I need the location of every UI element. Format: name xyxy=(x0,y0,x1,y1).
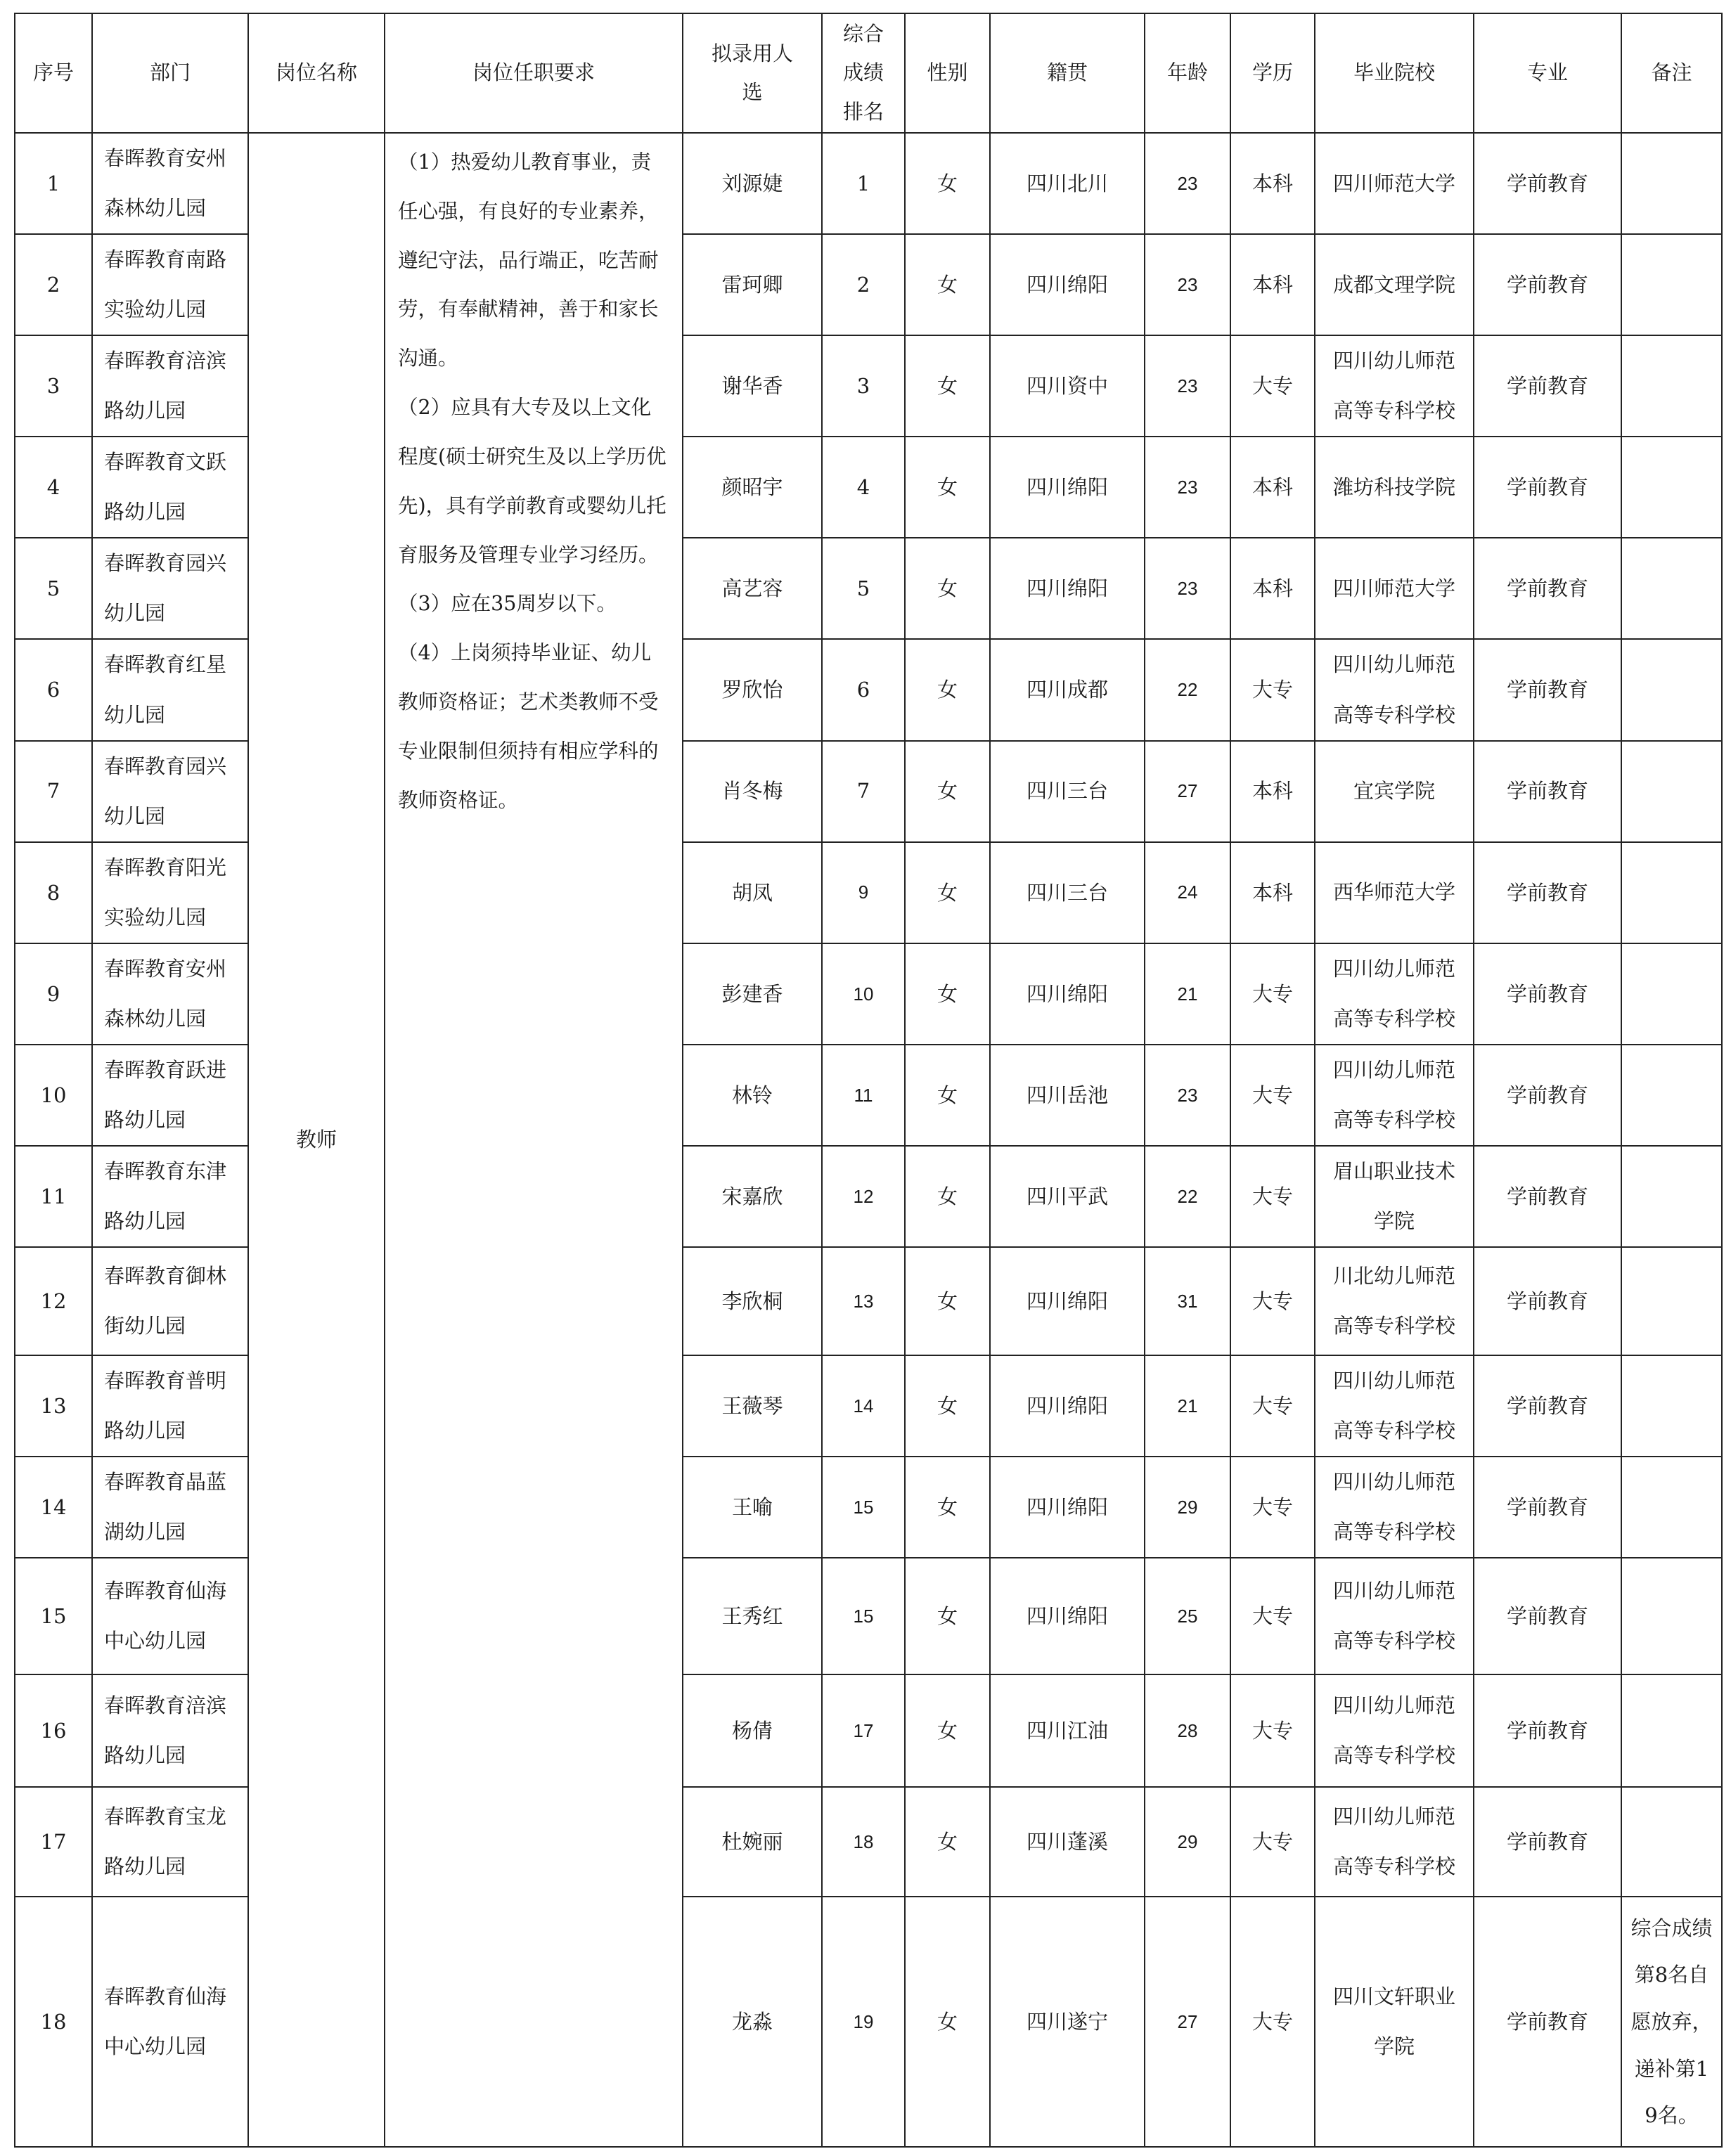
age-cell: 31 xyxy=(1145,1247,1230,1355)
rank-cell: 3 xyxy=(822,335,905,437)
dept-cell: 春晖教育安州森林幼儿园 xyxy=(92,133,248,234)
age-cell: 27 xyxy=(1145,1897,1230,2147)
major-cell: 学前教育 xyxy=(1474,538,1621,639)
age-cell: 28 xyxy=(1145,1674,1230,1787)
gender-cell: 女 xyxy=(905,1897,990,2147)
school-cell: 四川师范大学 xyxy=(1315,133,1474,234)
seq-cell: 8 xyxy=(15,842,92,943)
dept-cell: 春晖教育涪滨路幼儿园 xyxy=(92,1674,248,1787)
dept-cell: 春晖教育宝龙路幼儿园 xyxy=(92,1787,248,1897)
school-cell: 成都文理学院 xyxy=(1315,234,1474,335)
seq-cell: 3 xyxy=(15,335,92,437)
seq-cell: 11 xyxy=(15,1146,92,1247)
note-cell xyxy=(1621,1247,1722,1355)
gender-cell: 女 xyxy=(905,1146,990,1247)
age-cell: 21 xyxy=(1145,943,1230,1045)
rank-cell: 6 xyxy=(822,639,905,740)
dept-cell: 春晖教育御林街幼儿园 xyxy=(92,1247,248,1355)
candidate-cell: 高艺容 xyxy=(683,538,822,639)
major-cell: 学前教育 xyxy=(1474,133,1621,234)
dept-cell: 春晖教育涪滨路幼儿园 xyxy=(92,335,248,437)
header-education: 学历 xyxy=(1230,13,1315,133)
table-body xyxy=(15,133,1722,2147)
candidate-cell: 龙淼 xyxy=(683,1897,822,2147)
candidate-cell: 王秀红 xyxy=(683,1558,822,1674)
gender-cell: 女 xyxy=(905,639,990,740)
origin-cell: 四川绵阳 xyxy=(990,1247,1145,1355)
school-cell: 宜宾学院 xyxy=(1315,741,1474,842)
header-age: 年龄 xyxy=(1145,13,1230,133)
rank-cell: 14 xyxy=(822,1355,905,1457)
major-cell: 学前教育 xyxy=(1474,1146,1621,1247)
education-cell: 大专 xyxy=(1230,1558,1315,1674)
gender-cell: 女 xyxy=(905,437,990,538)
note-cell xyxy=(1621,639,1722,740)
age-cell: 23 xyxy=(1145,133,1230,234)
school-cell: 四川文轩职业学院 xyxy=(1315,1897,1474,2147)
origin-cell: 四川绵阳 xyxy=(990,234,1145,335)
origin-cell: 四川平武 xyxy=(990,1146,1145,1247)
major-cell: 学前教育 xyxy=(1474,335,1621,437)
dept-cell: 春晖教育东津路幼儿园 xyxy=(92,1146,248,1247)
seq-cell: 4 xyxy=(15,437,92,538)
rank-cell: 19 xyxy=(822,1897,905,2147)
age-cell: 23 xyxy=(1145,1045,1230,1146)
rank-cell: 13 xyxy=(822,1247,905,1355)
header-origin: 籍贯 xyxy=(990,13,1145,133)
dept-cell: 春晖教育仙海中心幼儿园 xyxy=(92,1897,248,2147)
note-cell xyxy=(1621,1674,1722,1787)
school-cell: 四川师范大学 xyxy=(1315,538,1474,639)
age-cell: 23 xyxy=(1145,335,1230,437)
gender-cell: 女 xyxy=(905,943,990,1045)
age-cell: 29 xyxy=(1145,1787,1230,1897)
major-cell: 学前教育 xyxy=(1474,639,1621,740)
origin-cell: 四川三台 xyxy=(990,741,1145,842)
education-cell: 本科 xyxy=(1230,133,1315,234)
origin-cell: 四川蓬溪 xyxy=(990,1787,1145,1897)
school-cell: 潍坊科技学院 xyxy=(1315,437,1474,538)
requirements-cell xyxy=(385,133,683,2147)
seq-cell: 14 xyxy=(15,1457,92,1558)
rank-cell: 18 xyxy=(822,1787,905,1897)
age-cell: 21 xyxy=(1145,1355,1230,1457)
gender-cell: 女 xyxy=(905,1045,990,1146)
major-cell: 学前教育 xyxy=(1474,1674,1621,1787)
seq-cell: 1 xyxy=(15,133,92,234)
position-name-cell: 教师 xyxy=(248,133,385,2147)
dept-cell: 春晖教育红星幼儿园 xyxy=(92,639,248,740)
origin-cell: 四川绵阳 xyxy=(990,943,1145,1045)
candidate-cell: 杜婉丽 xyxy=(683,1787,822,1897)
gender-cell: 女 xyxy=(905,335,990,437)
major-cell: 学前教育 xyxy=(1474,437,1621,538)
note-cell xyxy=(1621,1457,1722,1558)
school-cell: 四川幼儿师范高等专科学校 xyxy=(1315,943,1474,1045)
dept-cell: 春晖教育普明路幼儿园 xyxy=(92,1355,248,1457)
origin-cell: 四川江油 xyxy=(990,1674,1145,1787)
candidate-cell: 罗欣怡 xyxy=(683,639,822,740)
rank-cell: 15 xyxy=(822,1457,905,1558)
major-cell: 学前教育 xyxy=(1474,1558,1621,1674)
origin-cell: 四川绵阳 xyxy=(990,1558,1145,1674)
school-cell: 四川幼儿师范高等专科学校 xyxy=(1315,1674,1474,1787)
major-cell: 学前教育 xyxy=(1474,1457,1621,1558)
header-position: 岗位名称 xyxy=(248,13,385,133)
age-cell: 23 xyxy=(1145,234,1230,335)
seq-cell: 2 xyxy=(15,234,92,335)
recruitment-table xyxy=(14,13,1723,2148)
education-cell: 大专 xyxy=(1230,639,1315,740)
seq-cell: 12 xyxy=(15,1247,92,1355)
table-row xyxy=(15,133,1722,234)
dept-cell: 春晖教育文跃路幼儿园 xyxy=(92,437,248,538)
header-seq: 序号 xyxy=(15,13,92,133)
candidate-cell: 宋嘉欣 xyxy=(683,1146,822,1247)
candidate-cell: 颜昭宇 xyxy=(683,437,822,538)
gender-cell: 女 xyxy=(905,234,990,335)
gender-cell: 女 xyxy=(905,1787,990,1897)
school-cell: 四川幼儿师范高等专科学校 xyxy=(1315,1355,1474,1457)
candidate-cell: 肖冬梅 xyxy=(683,741,822,842)
header-school: 毕业院校 xyxy=(1315,13,1474,133)
education-cell: 大专 xyxy=(1230,1457,1315,1558)
candidate-cell: 胡凤 xyxy=(683,842,822,943)
gender-cell: 女 xyxy=(905,1674,990,1787)
gender-cell: 女 xyxy=(905,1247,990,1355)
education-cell: 大专 xyxy=(1230,1674,1315,1787)
major-cell: 学前教育 xyxy=(1474,741,1621,842)
age-cell: 23 xyxy=(1145,538,1230,639)
major-cell: 学前教育 xyxy=(1474,1247,1621,1355)
school-cell: 四川幼儿师范高等专科学校 xyxy=(1315,1558,1474,1674)
age-cell: 23 xyxy=(1145,437,1230,538)
note-cell xyxy=(1621,335,1722,437)
origin-cell: 四川北川 xyxy=(990,133,1145,234)
header-rank: 综合成绩排名 xyxy=(822,13,905,133)
seq-cell: 10 xyxy=(15,1045,92,1146)
origin-cell: 四川三台 xyxy=(990,842,1145,943)
age-cell: 22 xyxy=(1145,1146,1230,1247)
major-cell: 学前教育 xyxy=(1474,842,1621,943)
school-cell: 四川幼儿师范高等专科学校 xyxy=(1315,639,1474,740)
education-cell: 大专 xyxy=(1230,1247,1315,1355)
header-row xyxy=(15,13,1722,133)
requirement-item: （2）应具有大专及以上文化程度(硕士研究生及以上学历优先)，具有学前教育或婴幼儿托育服务及管理专业学习经历。 xyxy=(398,396,667,567)
education-cell: 本科 xyxy=(1230,842,1315,943)
education-cell: 大专 xyxy=(1230,1787,1315,1897)
note-cell xyxy=(1621,1787,1722,1897)
rank-cell: 5 xyxy=(822,538,905,639)
origin-cell: 四川绵阳 xyxy=(990,1355,1145,1457)
gender-cell: 女 xyxy=(905,1355,990,1457)
candidate-cell: 彭建香 xyxy=(683,943,822,1045)
gender-cell: 女 xyxy=(905,1457,990,1558)
education-cell: 大专 xyxy=(1230,943,1315,1045)
education-cell: 本科 xyxy=(1230,234,1315,335)
age-cell: 25 xyxy=(1145,1558,1230,1674)
major-cell: 学前教育 xyxy=(1474,943,1621,1045)
seq-cell: 9 xyxy=(15,943,92,1045)
seq-cell: 16 xyxy=(15,1674,92,1787)
origin-cell: 四川岳池 xyxy=(990,1045,1145,1146)
requirement-item: （1）热爱幼儿教育事业，责任心强，有良好的专业素养，遵纪守法，品行端正，吃苦耐劳，有奉献精神，善于和家长沟通。 xyxy=(398,150,659,370)
major-cell: 学前教育 xyxy=(1474,1045,1621,1146)
dept-cell: 春晖教育园兴幼儿园 xyxy=(92,538,248,639)
age-cell: 27 xyxy=(1145,741,1230,842)
gender-cell: 女 xyxy=(905,538,990,639)
seq-cell: 5 xyxy=(15,538,92,639)
dept-cell: 春晖教育仙海中心幼儿园 xyxy=(92,1558,248,1674)
header-gender: 性别 xyxy=(905,13,990,133)
school-cell: 川北幼儿师范高等专科学校 xyxy=(1315,1247,1474,1355)
education-cell: 大专 xyxy=(1230,1146,1315,1247)
candidate-cell: 刘源婕 xyxy=(683,133,822,234)
dept-cell: 春晖教育阳光实验幼儿园 xyxy=(92,842,248,943)
seq-cell: 13 xyxy=(15,1355,92,1457)
school-cell: 四川幼儿师范高等专科学校 xyxy=(1315,1045,1474,1146)
note-cell xyxy=(1621,741,1722,842)
origin-cell: 四川遂宁 xyxy=(990,1897,1145,2147)
origin-cell: 四川绵阳 xyxy=(990,437,1145,538)
education-cell: 大专 xyxy=(1230,1355,1315,1457)
seq-cell: 15 xyxy=(15,1558,92,1674)
rank-cell: 1 xyxy=(822,133,905,234)
candidate-cell: 谢华香 xyxy=(683,335,822,437)
requirement-item: （3）应在35周岁以下。 xyxy=(398,592,617,616)
origin-cell: 四川资中 xyxy=(990,335,1145,437)
header-major: 专业 xyxy=(1474,13,1621,133)
rank-cell: 10 xyxy=(822,943,905,1045)
header-dept: 部门 xyxy=(92,13,248,133)
seq-cell: 7 xyxy=(15,741,92,842)
candidate-cell: 王薇琴 xyxy=(683,1355,822,1457)
education-cell: 本科 xyxy=(1230,741,1315,842)
note-cell xyxy=(1621,1355,1722,1457)
requirement-item: （4）上岗须持毕业证、幼儿教师资格证；艺术类教师不受专业限制但须持有相应学科的教师资格证。 xyxy=(398,641,659,812)
rank-cell: 15 xyxy=(822,1558,905,1674)
candidate-cell: 雷珂卿 xyxy=(683,234,822,335)
note-cell: 综合成绩第8名自愿放弃，递补第19名。 xyxy=(1621,1897,1722,2147)
major-cell: 学前教育 xyxy=(1474,1787,1621,1897)
gender-cell: 女 xyxy=(905,1558,990,1674)
header-note: 备注 xyxy=(1621,13,1722,133)
rank-cell: 4 xyxy=(822,437,905,538)
dept-cell: 春晖教育园兴幼儿园 xyxy=(92,741,248,842)
gender-cell: 女 xyxy=(905,741,990,842)
school-cell: 西华师范大学 xyxy=(1315,842,1474,943)
age-cell: 22 xyxy=(1145,639,1230,740)
rank-cell: 12 xyxy=(822,1146,905,1247)
dept-cell: 春晖教育晶蓝湖幼儿园 xyxy=(92,1457,248,1558)
note-cell xyxy=(1621,538,1722,639)
note-cell xyxy=(1621,1045,1722,1146)
rank-cell: 17 xyxy=(822,1674,905,1787)
education-cell: 大专 xyxy=(1230,1897,1315,2147)
school-cell: 四川幼儿师范高等专科学校 xyxy=(1315,1457,1474,1558)
header-candidate: 拟录用人选 xyxy=(683,13,822,133)
note-cell xyxy=(1621,842,1722,943)
education-cell: 大专 xyxy=(1230,335,1315,437)
note-cell xyxy=(1621,234,1722,335)
origin-cell: 四川绵阳 xyxy=(990,1457,1145,1558)
gender-cell: 女 xyxy=(905,842,990,943)
education-cell: 本科 xyxy=(1230,538,1315,639)
seq-cell: 17 xyxy=(15,1787,92,1897)
school-cell: 眉山职业技术学院 xyxy=(1315,1146,1474,1247)
note-cell xyxy=(1621,943,1722,1045)
header-requirements: 岗位任职要求 xyxy=(385,13,683,133)
note-cell xyxy=(1621,1146,1722,1247)
origin-cell: 四川成都 xyxy=(990,639,1145,740)
school-cell: 四川幼儿师范高等专科学校 xyxy=(1315,1787,1474,1897)
candidate-cell: 林铃 xyxy=(683,1045,822,1146)
age-cell: 24 xyxy=(1145,842,1230,943)
dept-cell: 春晖教育跃进路幼儿园 xyxy=(92,1045,248,1146)
major-cell: 学前教育 xyxy=(1474,1355,1621,1457)
dept-cell: 春晖教育南路实验幼儿园 xyxy=(92,234,248,335)
age-cell: 29 xyxy=(1145,1457,1230,1558)
school-cell: 四川幼儿师范高等专科学校 xyxy=(1315,335,1474,437)
note-cell xyxy=(1621,133,1722,234)
education-cell: 本科 xyxy=(1230,437,1315,538)
rank-cell: 11 xyxy=(822,1045,905,1146)
origin-cell: 四川绵阳 xyxy=(990,538,1145,639)
major-cell: 学前教育 xyxy=(1474,234,1621,335)
gender-cell: 女 xyxy=(905,133,990,234)
note-cell xyxy=(1621,1558,1722,1674)
candidate-cell: 李欣桐 xyxy=(683,1247,822,1355)
candidate-cell: 王喻 xyxy=(683,1457,822,1558)
dept-cell: 春晖教育安州森林幼儿园 xyxy=(92,943,248,1045)
candidate-cell: 杨倩 xyxy=(683,1674,822,1787)
seq-cell: 18 xyxy=(15,1897,92,2147)
rank-cell: 7 xyxy=(822,741,905,842)
education-cell: 大专 xyxy=(1230,1045,1315,1146)
note-cell xyxy=(1621,437,1722,538)
seq-cell: 6 xyxy=(15,639,92,740)
major-cell: 学前教育 xyxy=(1474,1897,1621,2147)
rank-cell: 9 xyxy=(822,842,905,943)
rank-cell: 2 xyxy=(822,234,905,335)
